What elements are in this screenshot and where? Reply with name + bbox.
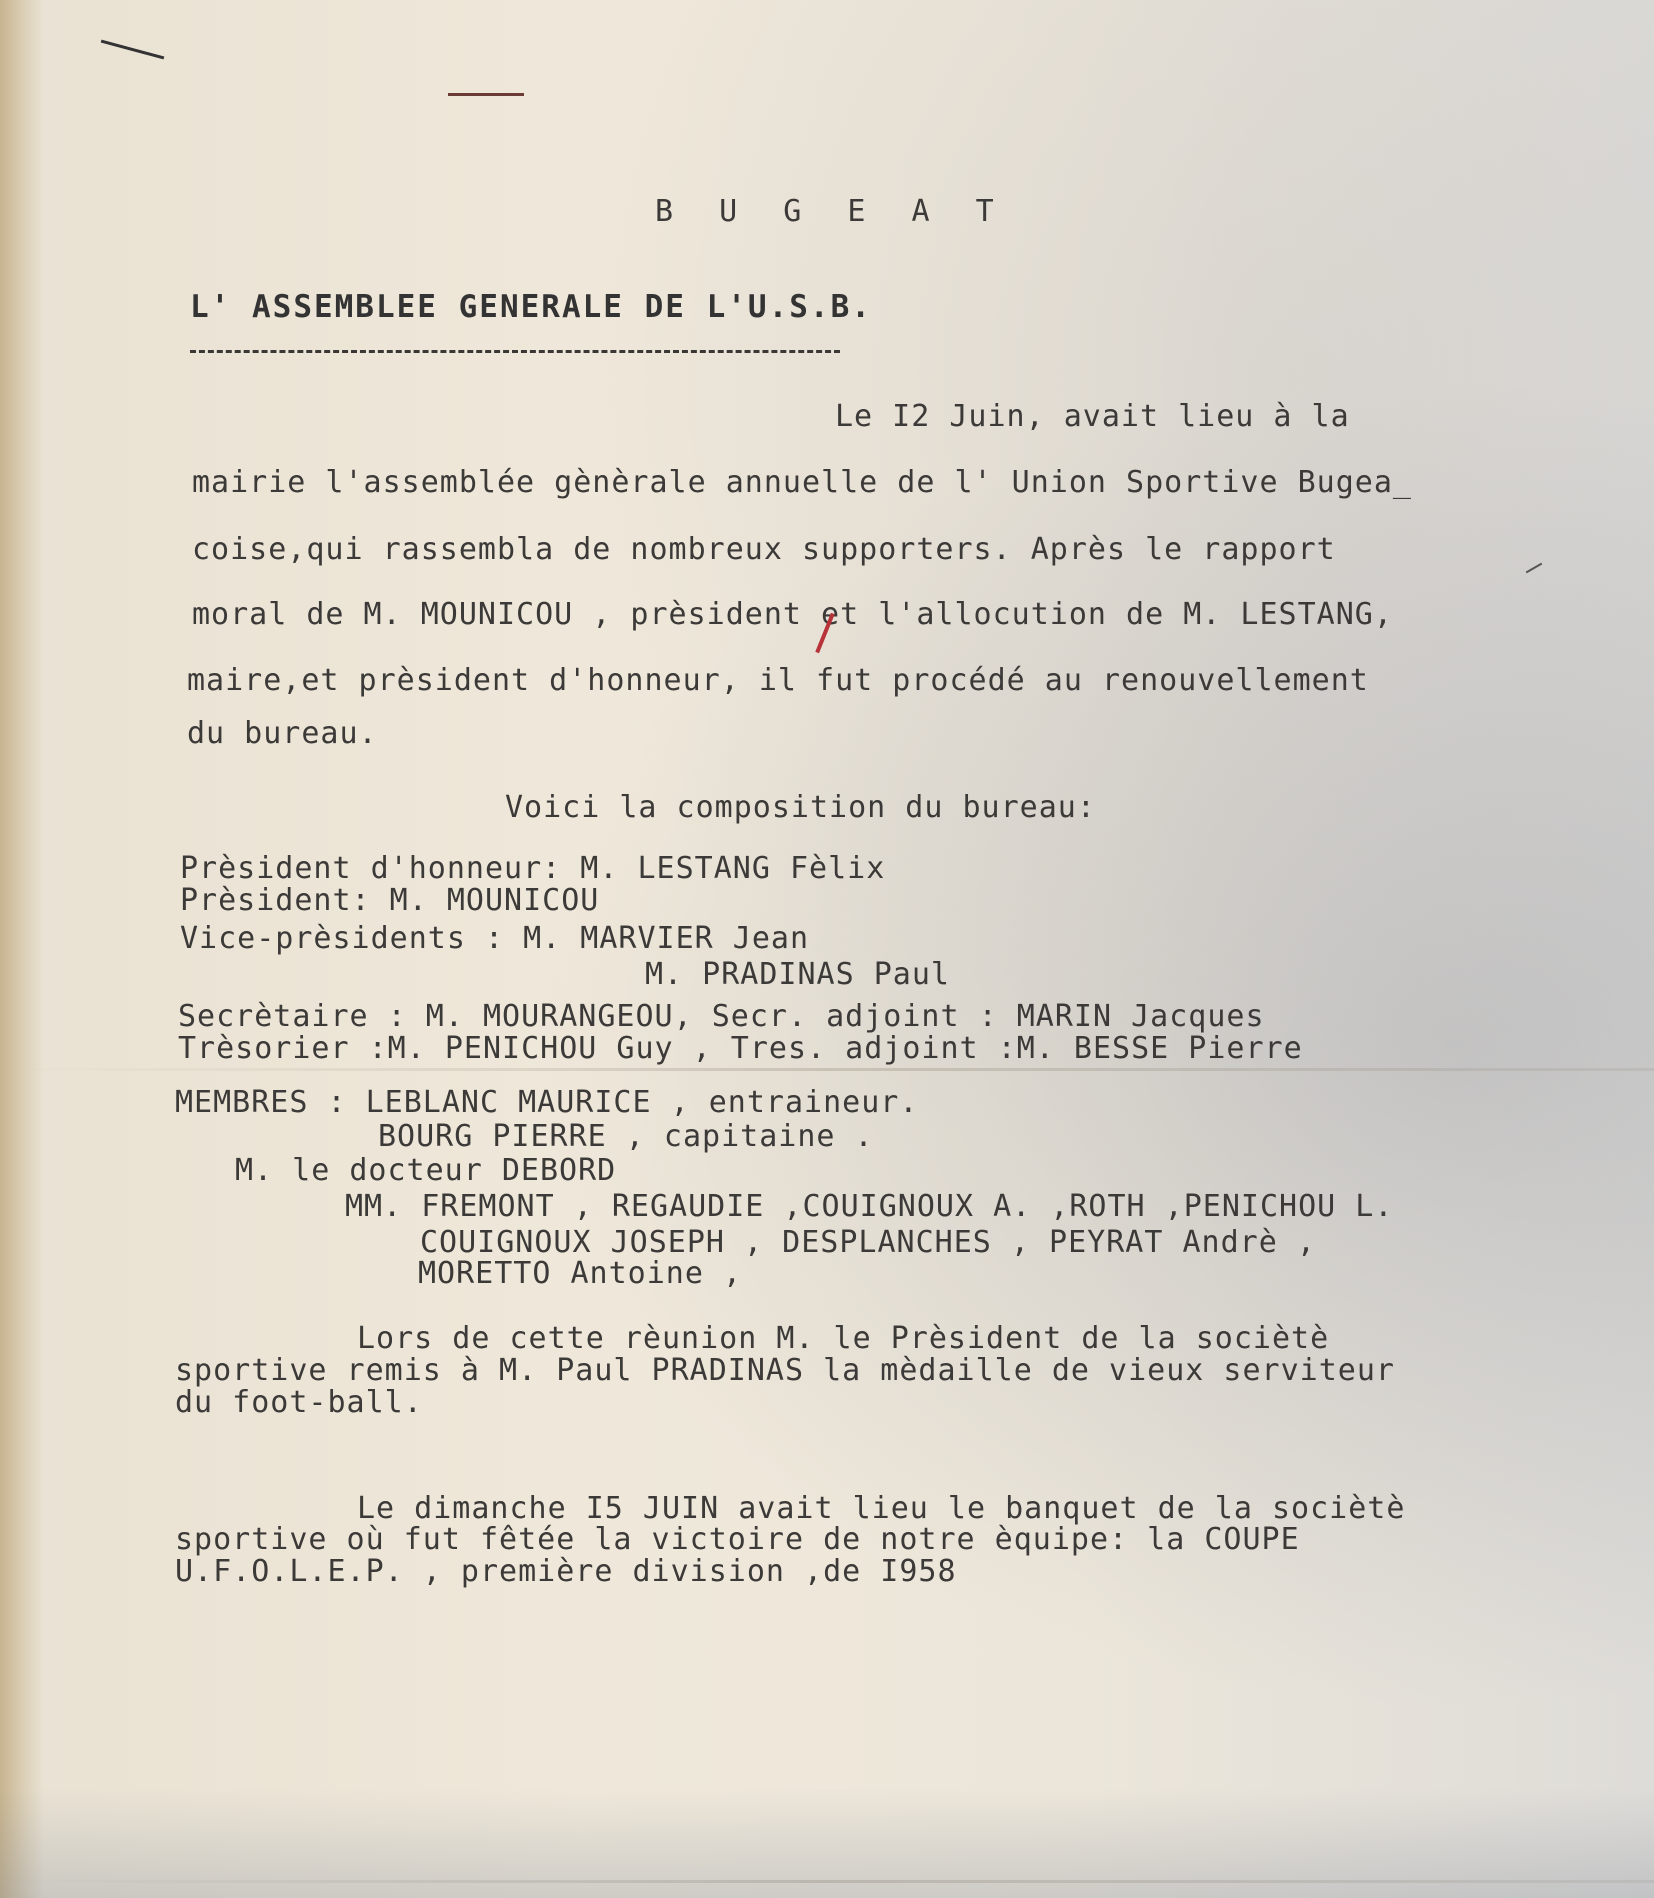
bureau-line3: Vice-prèsidents : M. MARVIER Jean	[180, 921, 810, 956]
members-line5: COUIGNOUX JOSEPH , DESPLANCHES , PEYRAT Andrè ,	[420, 1225, 1316, 1260]
paragraph3-line3: U.F.O.L.E.P. , première division ,de I958	[175, 1554, 957, 1589]
paragraph3-line2: sportive où fut fêtée la victoire de notre èquipe: la COUPE	[175, 1522, 1300, 1557]
paragraph1-line6: du bureau.	[187, 716, 378, 751]
paragraph1-line5: maire,et prèsident d'honneur, il fut procédé au renouvellement	[187, 663, 1369, 698]
members-line1: MEMBRES : LEBLANC MAURICE , entraineur.	[175, 1085, 919, 1120]
paragraph2-line1: Lors de cette rèunion M. le Prèsident de la sociètè	[357, 1321, 1330, 1356]
document-title: B U G E A T	[655, 194, 1008, 229]
bureau-line6: Trèsorier :M. PENICHOU Guy , Tres. adjoint :M. BESSE Pierre	[178, 1031, 1303, 1066]
composition-intro: Voici la composition du bureau:	[505, 790, 1096, 825]
bureau-line2: Prèsident: M. MOUNICOU	[180, 883, 600, 918]
members-line2: BOURG PIERRE , capitaine .	[378, 1119, 874, 1154]
members-line3: M. le docteur DEBORD	[235, 1153, 617, 1188]
paper-left-edge	[0, 0, 44, 1898]
paper-bottom-shade	[0, 1788, 1654, 1898]
staple-mark	[101, 40, 165, 60]
heading-underline	[190, 350, 840, 353]
paper-fold-line	[0, 1068, 1654, 1071]
paragraph1-line2: mairie l'assemblée gènèrale annuelle de l' Union Sportive Bugea_	[192, 465, 1412, 500]
paragraph1-line4: moral de M. MOUNICOU , prèsident et l'allocution de M. LESTANG,	[192, 597, 1393, 632]
paragraph2-line3: du foot-ball.	[175, 1385, 423, 1420]
document-heading: L' ASSEMBLEE GENERALE DE L'U.S.B.	[190, 289, 872, 325]
bureau-line1: Prèsident d'honneur: M. LESTANG Fèlix	[180, 851, 886, 886]
paragraph1-line3: coise,qui rassembla de nombreux supporters. Après le rapport	[192, 532, 1336, 567]
paragraph2-line2: sportive remis à M. Paul PRADINAS la mèdaille de vieux serviteur	[175, 1353, 1395, 1388]
bureau-line4: M. PRADINAS Paul	[645, 957, 950, 992]
staple-mark-2	[448, 93, 524, 96]
members-line4: MM. FREMONT , REGAUDIE ,COUIGNOUX A. ,ROTH ,PENICHOU L.	[345, 1189, 1394, 1224]
paragraph3-line1: Le dimanche I5 JUIN avait lieu le banquet de la sociètè	[357, 1491, 1406, 1526]
bureau-line5: Secrètaire : M. MOURANGEOU, Secr. adjoint : MARIN Jacques	[178, 999, 1265, 1034]
members-line6: MORETTO Antoine ,	[418, 1256, 743, 1291]
paragraph1-line1: Le I2 Juin, avait lieu à la	[835, 399, 1350, 434]
pencil-mark	[1526, 563, 1543, 574]
